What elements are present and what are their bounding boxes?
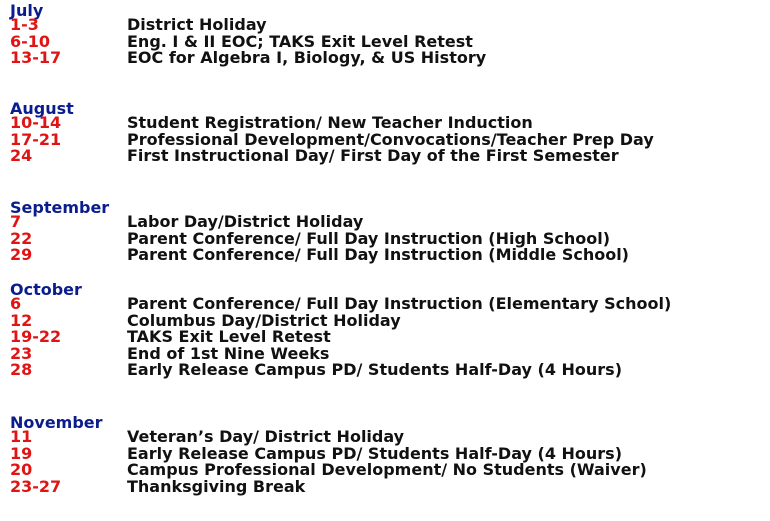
event-row — [10, 247, 760, 264]
event-description: Parent Conference/ Full Day Instruction (Middle School) — [127, 245, 629, 264]
event-description: First Instructional Day/ First Day of the First Semester — [127, 146, 619, 165]
event-row — [10, 50, 760, 67]
event-row — [10, 462, 760, 479]
event-description: Labor Day/District Holiday — [127, 212, 364, 231]
event-date: 23-27 — [10, 476, 62, 496]
event-description: Thanksgiving Break — [127, 476, 306, 496]
event-description: Professional Development/Convocations/Teacher Prep Day — [127, 129, 654, 149]
event-description: District Holiday — [127, 15, 267, 34]
event-description: Early Release Campus PD/ Students Half-Day (4 Hours) — [127, 360, 623, 379]
month-block-september — [10, 198, 760, 264]
event-date: 10-14 — [10, 113, 62, 132]
month-block-july — [10, 1, 760, 67]
event-description: EOC for Algebra I, Biology, & US History — [127, 48, 487, 67]
event-description: Student Registration/ New Teacher Induction — [127, 113, 533, 132]
event-row — [10, 476, 760, 496]
event-date: 12 — [10, 310, 33, 330]
event-row — [10, 310, 760, 330]
month-block-august — [10, 99, 760, 165]
event-row — [10, 148, 760, 165]
event-row — [10, 362, 760, 379]
event-date: 1-3 — [10, 15, 39, 34]
event-description: TAKS Exit Level Retest — [127, 327, 331, 346]
event-description: Campus Professional Development/ No Students (Waiver) — [127, 460, 647, 479]
event-list — [10, 296, 760, 379]
event-date: 11 — [10, 427, 33, 446]
event-description: Veteran’s Day/ District Holiday — [127, 427, 405, 446]
event-date: 17-21 — [10, 129, 62, 149]
event-date: 13-17 — [10, 48, 62, 67]
event-date: 6-10 — [10, 31, 51, 51]
event-list — [10, 214, 760, 264]
month-name: August — [10, 99, 74, 118]
event-row — [10, 329, 760, 346]
event-description: Parent Conference/ Full Day Instruction (Elementary School) — [127, 294, 672, 313]
event-date: 29 — [10, 245, 33, 264]
event-description: End of 1st Nine Weeks — [127, 343, 330, 363]
event-description: Early Release Campus PD/ Students Half-Day (4 Hours) — [127, 443, 623, 463]
event-date: 24 — [10, 146, 33, 165]
event-description: Eng. I & II EOC; TAKS Exit Level Retest — [127, 31, 473, 51]
event-date: 19-22 — [10, 327, 62, 346]
event-list — [10, 17, 760, 67]
event-date: 28 — [10, 360, 33, 379]
event-date: 22 — [10, 228, 33, 248]
month-name: July — [10, 1, 44, 20]
event-date: 23 — [10, 343, 33, 363]
event-date: 20 — [10, 460, 33, 479]
month-block-october — [10, 280, 760, 379]
month-name: November — [10, 413, 103, 432]
month-block-november — [10, 413, 760, 496]
event-description: Parent Conference/ Full Day Instruction (High School) — [127, 228, 611, 248]
event-list — [10, 429, 760, 495]
event-date: 19 — [10, 443, 33, 463]
event-date: 6 — [10, 294, 22, 313]
month-name: September — [10, 198, 110, 217]
event-date: 7 — [10, 212, 22, 231]
event-description: Columbus Day/District Holiday — [127, 310, 401, 330]
event-list — [10, 115, 760, 165]
month-name: October — [10, 280, 82, 299]
